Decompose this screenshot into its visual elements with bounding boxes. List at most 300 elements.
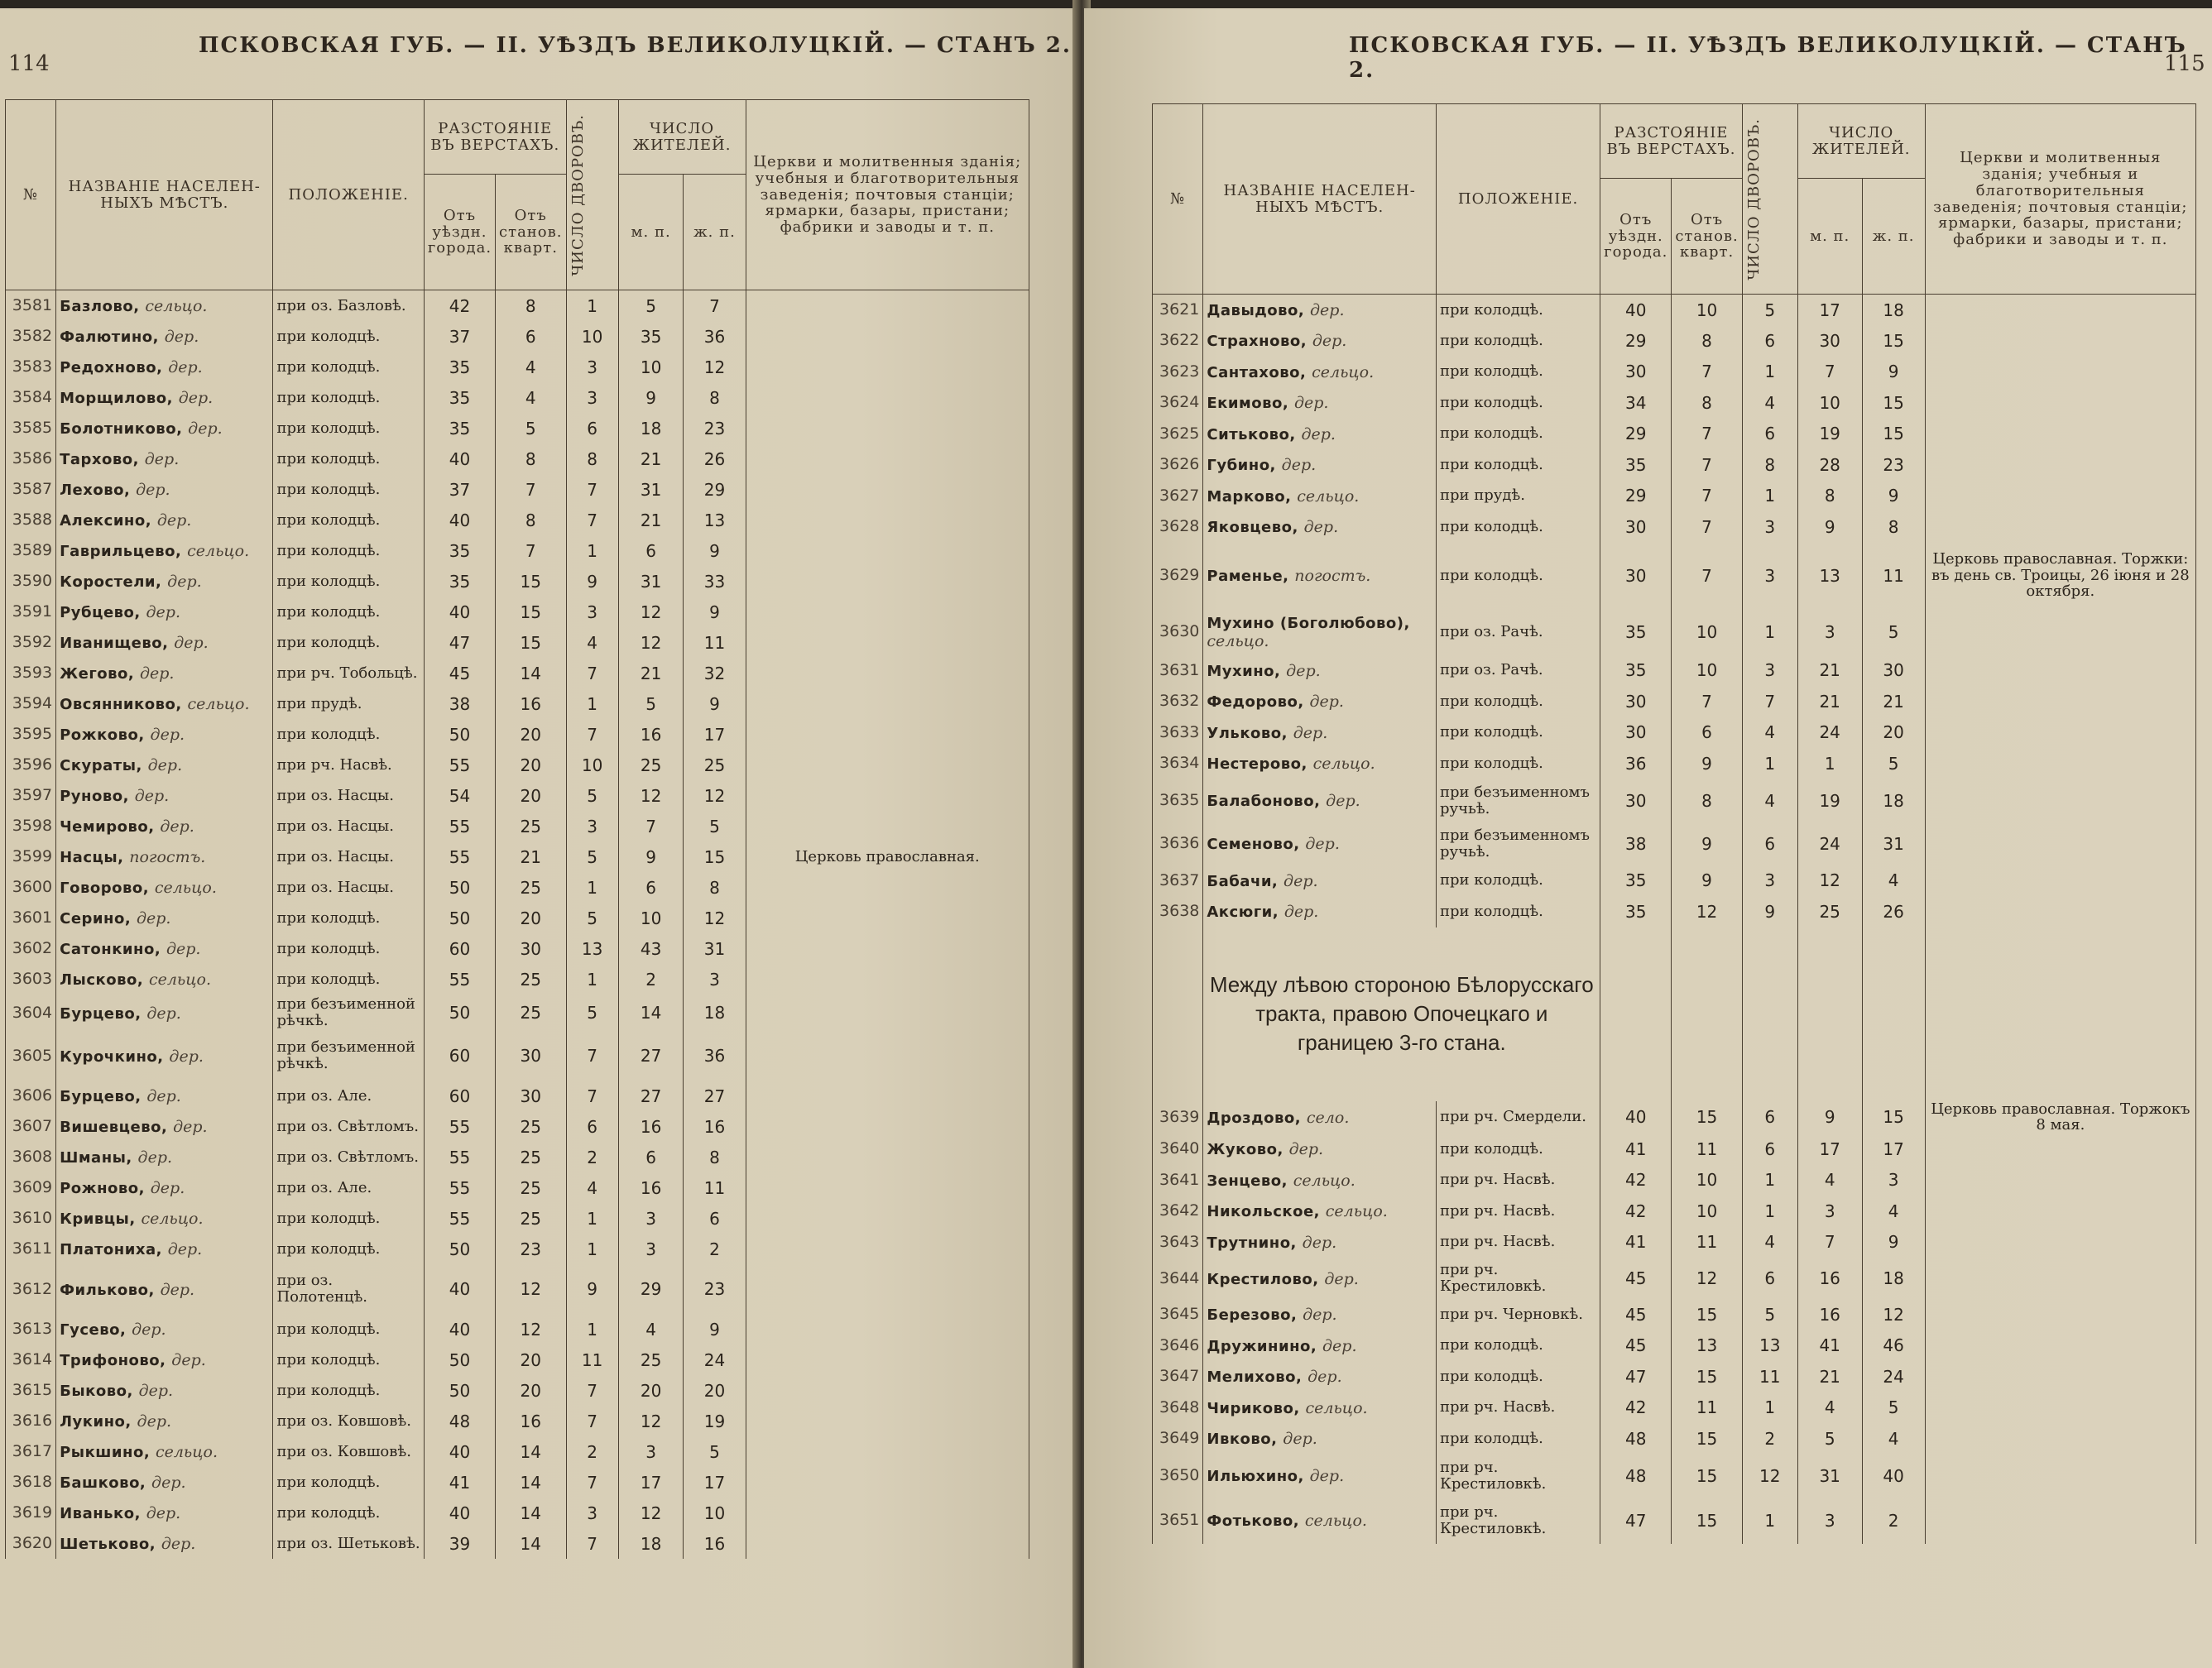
settlement-kind: дер. [1284,903,1319,922]
settlement-name [1203,543,1437,609]
settlement-kind: дер. [1293,723,1328,742]
settlement-kind: погостъ. [1294,567,1371,586]
table-row [1153,1392,2196,1424]
dvory-count: 10 [566,750,618,780]
settlement-name-text: Никольское, [1207,1203,1326,1221]
row-number: 3620 [6,1528,56,1559]
female-count: 4 [1862,1196,1925,1227]
distance-kvartira: 7 [1672,419,1742,450]
female-count: 29 [684,474,746,505]
settlement-position: при колодцѣ. [273,719,424,750]
table-row [6,566,1029,597]
notes-cell [1925,295,2195,326]
distance-kvartira: 15 [1672,1101,1742,1134]
female-count: 18 [1862,779,1925,822]
table-row [6,1314,1029,1344]
row-number: 3622 [1153,325,1203,357]
distance-city: 40 [424,1264,495,1314]
dvory-count: 9 [1742,896,1797,927]
settlement-position: при рч. Смердели. [1436,1101,1600,1134]
section-empty [1862,927,1925,1101]
settlement-position: при колодцѣ. [1436,1361,1600,1392]
settlement-kind: дер. [138,1382,174,1401]
notes-cell [746,1031,1029,1081]
settlement-name-text: Дружинино, [1207,1337,1323,1355]
running-head-right: ПСКОВСКАЯ ГУБ. — II. УѢЗДЪ ВЕЛИКОЛУЦКІЙ. — СТАНЪ 2. [1349,33,2187,83]
settlement-position: при рч. Крестиловкѣ. [1436,1455,1600,1498]
settlement-name [56,811,273,841]
distance-city: 55 [424,964,495,995]
settlement-kind: дер. [161,1535,196,1554]
section-empty [1742,927,1797,1101]
female-count: 36 [684,321,746,352]
distance-kvartira: 25 [496,995,566,1031]
settlement-position: при оз. Насцы. [273,811,424,841]
notes-cell [1925,387,2195,419]
female-count: 27 [684,1081,746,1111]
left-page [0,8,1076,1668]
settlement-name [1203,822,1437,865]
female-count: 17 [684,719,746,750]
distance-city: 29 [1600,481,1672,512]
female-count: 7 [684,290,746,322]
notes-cell [746,1142,1029,1172]
row-number: 3633 [1153,717,1203,749]
row-number: 3642 [1153,1196,1203,1227]
distance-city: 55 [424,1203,495,1234]
header-position: ПОЛОЖЕНІЕ. [273,100,424,290]
settlement-name [1203,481,1437,512]
male-count: 31 [618,474,684,505]
row-number: 3648 [1153,1392,1203,1424]
table-row [1153,387,2196,419]
settlement-name-text: Бурцево, [60,1088,147,1106]
table-row [6,443,1029,474]
male-count: 29 [618,1264,684,1314]
header-inhabitants: ЧИСЛО ЖИТЕЛЕЙ. [618,100,746,175]
table-row [1153,779,2196,822]
dvory-count: 3 [1742,543,1797,609]
male-count: 2 [618,964,684,995]
row-number: 3611 [6,1234,56,1264]
row-number: 3601 [6,903,56,933]
distance-city: 60 [424,1081,495,1111]
notes-cell [1925,1392,2195,1424]
female-count: 9 [684,535,746,566]
table-row [1153,1165,2196,1196]
distance-city: 55 [424,1111,495,1142]
header-female: ж. п. [684,175,746,290]
notes-cell [746,903,1029,933]
register-table-left [5,99,1029,1559]
settlement-position: при рч. Насвѣ. [1436,1196,1600,1227]
notes-cell [746,688,1029,719]
male-count: 9 [1797,511,1862,543]
distance-city: 50 [424,719,495,750]
male-count: 41 [1797,1330,1862,1362]
distance-city: 40 [424,1498,495,1528]
settlement-position: при оз. Ковшовѣ. [273,1436,424,1467]
female-count: 16 [684,1528,746,1559]
page-number-left: 114 [8,51,50,76]
distance-city: 30 [1600,357,1672,388]
distance-city: 35 [1600,865,1672,897]
row-number: 3582 [6,321,56,352]
male-count: 21 [1797,655,1862,687]
settlement-name-text: Гусево, [60,1321,132,1340]
female-count: 9 [684,597,746,627]
distance-city: 35 [1600,609,1672,655]
distance-city: 50 [424,1375,495,1406]
distance-kvartira: 20 [496,1375,566,1406]
distance-city: 45 [1600,1258,1672,1299]
settlement-position: при колодцѣ. [273,1344,424,1375]
settlement-name-text: Березово, [1207,1306,1303,1325]
table-row [1153,686,2196,717]
settlement-position: при колодцѣ. [1436,419,1600,450]
distance-kvartira: 4 [496,352,566,382]
distance-city: 40 [424,1436,495,1467]
notes-cell [1925,1498,2195,1544]
settlement-position: при колодцѣ. [1436,325,1600,357]
dvory-count: 7 [566,474,618,505]
table-row [6,688,1029,719]
settlement-name-text: Балабоново, [1207,793,1327,811]
settlement-name [1203,511,1437,543]
distance-city: 47 [1600,1498,1672,1544]
settlement-name-text: Рожково, [60,726,151,745]
dvory-count: 13 [1742,1330,1797,1362]
settlement-kind: дер. [134,787,170,806]
female-count: 8 [1862,511,1925,543]
settlement-name [1203,1258,1437,1299]
settlement-position: при оз. Базловѣ. [273,290,424,322]
dvory-count: 1 [566,1203,618,1234]
distance-kvartira: 8 [496,443,566,474]
table-row [1153,419,2196,450]
dvory-count: 1 [1742,357,1797,388]
row-number: 3612 [6,1264,56,1314]
section-empty [1153,927,1203,1101]
settlement-kind: дер. [1309,1467,1345,1486]
notes-cell [746,443,1029,474]
settlement-name [56,1264,273,1314]
female-count: 23 [684,1264,746,1314]
settlement-position: при колодцѣ. [273,1314,424,1344]
distance-kvartira: 25 [496,1203,566,1234]
female-count: 8 [684,382,746,413]
female-count: 12 [684,352,746,382]
settlement-kind: дер. [1293,394,1329,413]
settlement-name [56,1142,273,1172]
row-number: 3625 [1153,419,1203,450]
table-row [6,780,1029,811]
female-count: 2 [684,1234,746,1264]
section-empty [1672,927,1742,1101]
notes-cell [746,933,1029,964]
settlement-name-text: Страхново, [1207,333,1312,351]
distance-city: 30 [1600,717,1672,749]
header-no: № [6,100,56,290]
notes-cell [1925,717,2195,749]
settlement-kind: дер. [1283,1430,1317,1449]
dvory-count: 7 [566,1467,618,1498]
female-count: 13 [684,505,746,535]
dvory-count: 1 [1742,1498,1797,1544]
dvory-count: 5 [566,780,618,811]
settlement-position: при рч. Крестиловкѣ. [1436,1498,1600,1544]
table-row [6,933,1029,964]
settlement-kind: дер. [1284,871,1318,890]
settlement-kind: дер. [139,664,175,683]
settlement-kind: дер. [167,573,202,592]
notes-cell [1925,896,2195,927]
table-row [1153,543,2196,609]
row-number: 3592 [6,627,56,658]
male-count: 7 [1797,357,1862,388]
settlement-name [1203,449,1437,481]
notes-cell [746,719,1029,750]
settlement-name [56,933,273,964]
settlement-name [56,474,273,505]
row-number: 3608 [6,1142,56,1172]
settlement-position: при колодцѣ. [273,1498,424,1528]
notes-cell [746,1264,1029,1314]
distance-city: 55 [424,1142,495,1172]
dvory-count: 6 [1742,325,1797,357]
male-count: 31 [1797,1455,1862,1498]
distance-city: 47 [1600,1361,1672,1392]
table-row [6,1498,1029,1528]
distance-kvartira: 20 [496,1344,566,1375]
settlement-position: при колодцѣ. [1436,1134,1600,1165]
distance-kvartira: 8 [496,290,566,322]
dvory-count: 7 [566,1375,618,1406]
male-count: 4 [1797,1392,1862,1424]
settlement-kind: дер. [1309,693,1344,712]
distance-kvartira: 15 [1672,1423,1742,1455]
rows-left [6,290,1029,1560]
settlement-name-text: Сатонкино, [60,941,166,959]
row-number: 3584 [6,382,56,413]
settlement-name [56,535,273,566]
running-head-left: ПСКОВСКАЯ ГУБ. — II. УѢЗДЪ ВЕЛИКОЛУЦКІЙ. — СТАНЪ 2. [199,33,1072,58]
row-number: 3604 [6,995,56,1031]
dvory-count: 2 [566,1436,618,1467]
distance-city: 41 [1600,1134,1672,1165]
female-count: 11 [684,1172,746,1203]
row-number: 3619 [6,1498,56,1528]
female-count: 4 [1862,1423,1925,1455]
table-row [1153,1227,2196,1258]
section-row [1153,927,2196,1101]
settlement-name-text: Нестерово, [1207,755,1313,774]
distance-city: 55 [424,1172,495,1203]
settlement-name-text: Екимово, [1207,395,1294,413]
settlement-kind: сельцо. [155,1443,218,1462]
settlement-name-text: Ивково, [1207,1431,1284,1449]
settlement-name [1203,1165,1437,1196]
settlement-name-text: Дроздово, [1207,1109,1307,1127]
male-count: 17 [1797,1134,1862,1165]
male-count: 6 [618,1142,684,1172]
settlement-position: при колодцѣ. [273,382,424,413]
notes-cell [1925,481,2195,512]
female-count: 15 [684,841,746,872]
male-count: 12 [618,1406,684,1436]
distance-city: 35 [424,535,495,566]
row-number: 3645 [1153,1299,1203,1330]
settlement-name-text: Платониха, [60,1241,168,1259]
table-row [1153,481,2196,512]
settlement-kind: дер. [1301,424,1336,443]
settlement-position: при рч. Тобольцѣ. [273,658,424,688]
dvory-count: 6 [1742,1134,1797,1165]
male-count: 6 [618,535,684,566]
settlement-kind: дер. [168,358,203,377]
notes-cell [746,1406,1029,1436]
row-number: 3590 [6,566,56,597]
male-count: 9 [618,841,684,872]
notes-cell [1925,1134,2195,1165]
notes-cell [1925,511,2195,543]
row-number: 3586 [6,443,56,474]
male-count: 7 [1797,1227,1862,1258]
male-count: 17 [1797,295,1862,326]
distance-city: 54 [424,780,495,811]
settlement-name [56,1111,273,1142]
settlement-name-text: Скураты, [60,757,148,775]
settlement-name-text: Лысково, [60,971,149,990]
row-number: 3640 [1153,1134,1203,1165]
female-count: 20 [684,1375,746,1406]
table-row [1153,1299,2196,1330]
settlement-name [1203,609,1437,655]
distance-kvartira: 30 [496,1031,566,1081]
distance-kvartira: 15 [1672,1498,1742,1544]
settlement-name [56,658,273,688]
female-count: 15 [1862,1101,1925,1134]
distance-city: 42 [424,290,495,322]
settlement-name [56,780,273,811]
notes-cell [746,382,1029,413]
distance-kvartira: 10 [1672,1165,1742,1196]
male-count: 21 [618,658,684,688]
settlement-name [1203,655,1437,687]
settlement-name-text: Тархово, [60,451,145,469]
distance-kvartira: 5 [496,413,566,443]
male-count: 43 [618,933,684,964]
male-count: 21 [618,505,684,535]
male-count: 12 [618,597,684,627]
settlement-position: при колодцѣ. [273,505,424,535]
male-count: 20 [618,1375,684,1406]
male-count: 3 [618,1234,684,1264]
settlement-name-text: Алексино, [60,512,157,530]
settlement-kind: дер. [1303,1306,1337,1325]
distance-kvartira: 7 [1672,449,1742,481]
dvory-count: 5 [1742,295,1797,326]
settlement-name-text: Шманы, [60,1149,138,1167]
settlement-name-text: Бабачи, [1207,872,1284,890]
notes-cell [746,995,1029,1031]
dvory-count: 3 [1742,511,1797,543]
table-row [6,505,1029,535]
table-row [6,1264,1029,1314]
settlement-name-text: Фалютино, [60,328,165,347]
distance-kvartira: 8 [1672,325,1742,357]
male-count: 3 [1797,1196,1862,1227]
male-count: 17 [618,1467,684,1498]
dvory-count: 1 [1742,609,1797,655]
settlement-name [56,1172,273,1203]
male-count: 21 [1797,1361,1862,1392]
male-count: 3 [618,1203,684,1234]
distance-kvartira: 20 [496,780,566,811]
row-number: 3644 [1153,1258,1203,1299]
dvory-count: 1 [1742,481,1797,512]
row-number: 3629 [1153,543,1203,609]
table-row [1153,1330,2196,1362]
settlement-kind: сельцо. [1207,632,1269,651]
dvory-count: 7 [566,658,618,688]
dvory-count: 5 [1742,1299,1797,1330]
dvory-count: 3 [1742,655,1797,687]
distance-kvartira: 4 [496,382,566,413]
notes-cell [746,1172,1029,1203]
settlement-kind: дер. [1303,518,1339,537]
settlement-kind: дер. [160,1280,195,1299]
settlement-name-text: Насцы, [60,849,130,867]
settlement-kind: дер. [147,756,183,775]
settlement-name [56,382,273,413]
dvory-count: 3 [1742,865,1797,897]
female-count: 24 [1862,1361,1925,1392]
settlement-position: при оз. Шетьковѣ. [273,1528,424,1559]
row-number: 3646 [1153,1330,1203,1362]
row-number: 3591 [6,597,56,627]
settlement-position: при колодцѣ. [273,566,424,597]
distance-city: 55 [424,811,495,841]
distance-kvartira: 13 [1672,1330,1742,1362]
settlement-position: при колодцѣ. [273,474,424,505]
settlement-kind: сельцо. [154,879,217,898]
row-number: 3599 [6,841,56,872]
table-row [6,597,1029,627]
settlement-position: при рч. Насвѣ. [1436,1165,1600,1196]
distance-kvartira: 10 [1672,655,1742,687]
female-count: 12 [684,903,746,933]
settlement-position: при прудѣ. [273,688,424,719]
male-count: 12 [618,780,684,811]
header-dvory: ЧИСЛО ДВОРОВЪ. [1742,104,1797,295]
settlement-position: при колодцѣ. [1436,387,1600,419]
female-count: 5 [1862,748,1925,779]
settlement-name-text: Редохново, [60,359,169,377]
settlement-name [56,1081,273,1111]
settlement-name [56,443,273,474]
female-count: 24 [684,1344,746,1375]
table-row [1153,822,2196,865]
settlement-name-text: Ситьково, [1207,425,1302,443]
distance-city: 35 [424,566,495,597]
settlement-position: при оз. Ковшовѣ. [273,1406,424,1436]
row-number: 3583 [6,352,56,382]
settlement-kind: дер. [166,940,201,959]
settlement-position: при колодцѣ. [1436,1330,1600,1362]
female-count: 9 [1862,1227,1925,1258]
row-number: 3643 [1153,1227,1203,1258]
